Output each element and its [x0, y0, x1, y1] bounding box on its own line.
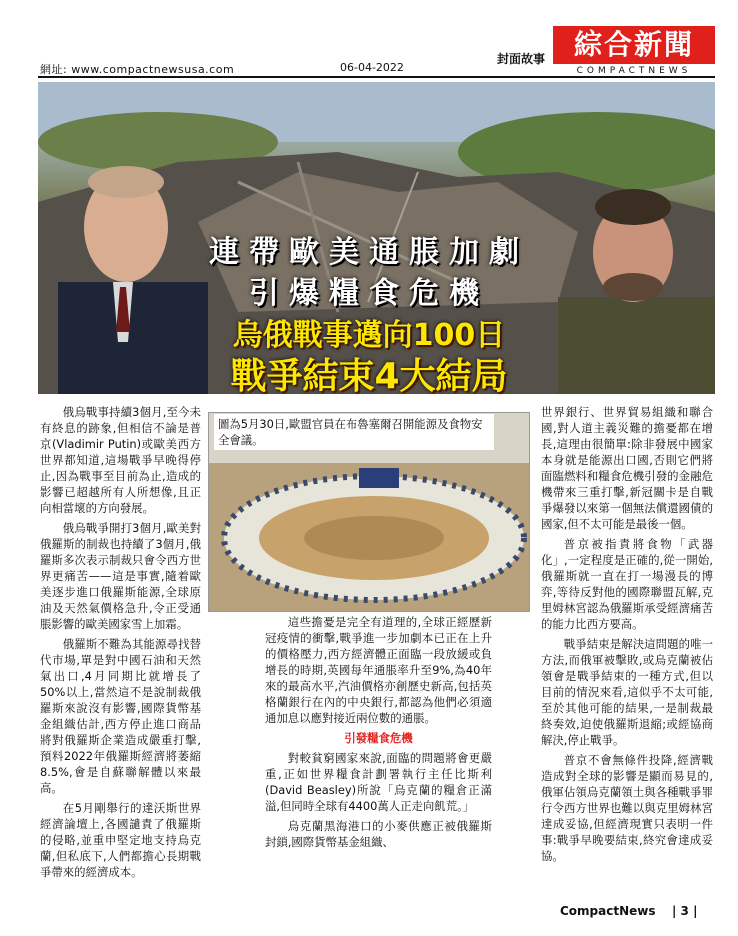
headline-line-3: 烏俄戰事邁向100日 — [232, 318, 506, 353]
page-number: | 3 | — [672, 904, 698, 918]
paragraph: 在5月剛舉行的達沃斯世界經濟論壇上,各國譴責了俄羅斯的侵略,並重申堅定地支持烏克蘭,但私底下,人們都擔心長期戰爭帶來的經濟成本。 — [40, 801, 201, 879]
issue-date: 06-04-2022 — [340, 61, 404, 74]
paragraph: 對較貧窮國家來說,面臨的問題將會更嚴重,正如世界糧食計劃署執行主任比斯利(David Beasley)所說「烏克蘭的糧倉正滿溢,但同時全球有4400萬人正走向飢荒。」 — [265, 751, 492, 813]
paragraph: 俄烏戰爭開打3個月,歐美對俄羅斯的制裁也持續了3個月,俄羅斯多次表示制裁只會令西方世界更痛苦——這是事實,隨着歐美逐步進口俄羅斯能源,全球原油及天然氣價格急升,令正受通脹影響的歐美國家雪上加霜。 — [40, 521, 201, 631]
masthead-logo-sub: COMPACTNEWS — [576, 66, 692, 76]
address-label: 網址: — [40, 63, 68, 76]
masthead-logo: 綜合新聞 — [553, 26, 715, 64]
header-divider — [38, 76, 715, 78]
footer-publication: CompactNews — [560, 904, 656, 918]
paragraph: 這些擔憂是完全有道理的,全球正經歷新冠疫情的衝擊,戰爭進一步加劇本已正在上升的價格壓力,西方經濟體正面臨一段放緩或負增長的時期,英國每年通脹率升至9%,為40年來的最高水平,汽油價格亦創歷史新高,包括英格蘭銀行在內的中央銀行,都認為他們必須適通加息以應對接近兩位數的通脹。 — [265, 615, 492, 725]
paragraph: 俄烏戰事持續3個月,至今未有終息的跡象,但相信不論是普京(Vladimir Putin)或歐美西方世界都知道,這場戰爭早晚得停止,因為戰事至目前為止,造成的影響已超越所有人所想像,且正向相當壞的方向發展。 — [40, 405, 201, 515]
section-label: 封面故事 — [497, 52, 546, 66]
headline-line-1: 連帶歐美通脹加劇 — [209, 235, 529, 270]
article-column-2 — [265, 614, 492, 854]
paragraph: 戰爭結束是解決這問題的唯一方法,而俄軍被擊敗,或烏克蘭被佔領會是戰爭結束的一種方式,但以目前的情況來看,這似乎不太可能,至於其他可能的結果,一是制裁最終奏效,迫使俄羅斯退縮;或經協商解決,停止戰爭。 — [541, 637, 713, 747]
website-address — [40, 61, 234, 77]
headline-line-2: 引爆糧食危機 — [249, 276, 489, 311]
article-column-3 — [541, 404, 713, 868]
paragraph: 烏克蘭黑海港口的小麥供應正被俄羅斯封鎖,國際貨幣基金組織、 — [265, 819, 492, 849]
paragraph: 普京被指責將食物「武器化」,一定程度是正確的,從一開始,俄羅斯就一直在打一場漫長的博弈,等待反對他的國際聯盟瓦解,克里姆林宮認為俄羅斯承受經濟痛苦的能力比西方要高。 — [541, 537, 713, 631]
section-subhead: 引發糧食危機 — [344, 731, 413, 745]
headline-line-4: 戰爭結束4大結局 — [230, 356, 508, 397]
article-column-1 — [40, 404, 201, 884]
photo-caption: 圖為5月30日,歐盟官員在布魯塞爾召開能源及食物安全會議。 — [214, 414, 494, 450]
address-url[interactable]: www.compactnewsusa.com — [71, 63, 235, 76]
paragraph: 俄羅斯不難為其能源尋找替代市場,單是對中國石油和天然氣出口,4月同期比就增長了50%以上,當然這不是說制裁俄羅斯來說沒有影響,國際貨幣基金組織估計,西方停止進口商品將對俄羅斯企業造成嚴重打擊,預料2022年俄羅斯經濟將萎縮8.5%,會是自蘇聯解體以來最高。 — [40, 637, 201, 795]
paragraph: 世界銀行、世界貿易組織和聯合國,對人道主義災難的擔憂都在增長,這理由很簡單:除非發展中國家本身就是能源出口國,否則它們將面臨燃料和糧食危機引發的金融危機帶來三重打擊,新冠關卡是自戰爭爆發以來第一個無法償還國債的國家,但不太可能是最後一個。 — [541, 405, 713, 531]
paragraph: 普京不會無條件投降,經濟戰造成對全球的影響是顯而易見的,俄軍佔領烏克蘭領土與各種戰爭罪行令西方世界也難以與克里姆林宮達成妥協,但經濟現實只表明一件事:戰爭早晚要結束,終究會達成妥協。 — [541, 753, 713, 863]
